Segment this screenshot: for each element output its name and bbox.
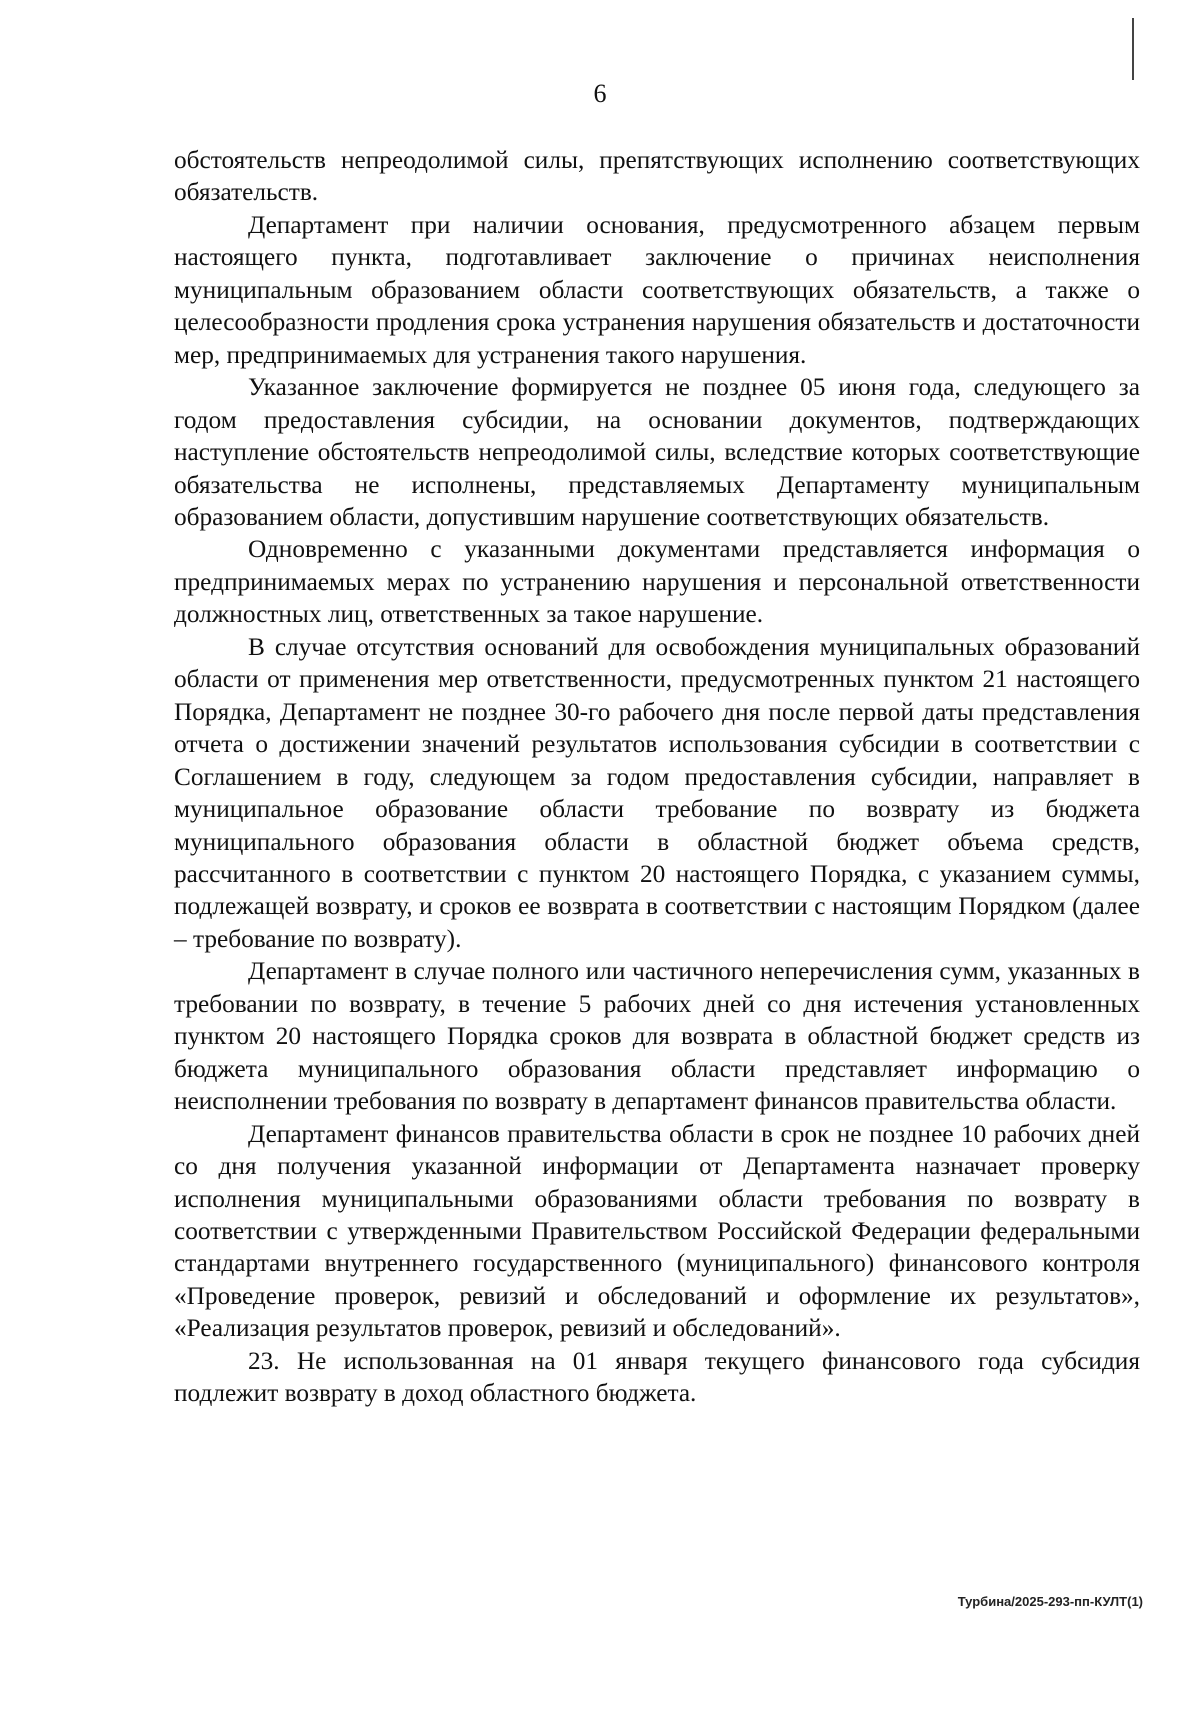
- paragraph-finance-inspection: Департамент финансов правительства области в срок не позднее 10 рабочих дней со дня получения указанной информации от Департамента назначает проверку исполнения муниципальными образованиями области требования по возврату в соответствии с утвержденными Правительством Российской Федерации федеральными стандартами внутреннего государственного (муниципального) финансового контроля «Проведение проверок, ревизий и обследований и оформление их результатов», «Реализация результатов проверок, ревизий и обследований».: [174, 1119, 1140, 1343]
- page-number: 6: [593, 79, 607, 108]
- scan-edge-mark: [1132, 18, 1134, 80]
- paragraph-conclusion-preparation: Департамент при наличии основания, предусмотренного абзацем первым настоящего пункта, подготавливает заключение о причинах неисполнения муниципальным образованием области соответствующих обязательств, а также о целесообразности продления срока устранения нарушения обязательств и достаточности мер, предпринимаемых для устранения такого нарушения.: [174, 210, 1140, 369]
- paragraph-item-23: 23. Не использованная на 01 января текущего финансового года субсидия подлежит возврату в доход областного бюджета.: [174, 1346, 1140, 1408]
- paragraph-non-transfer-report: Департамент в случае полного или частичного неперечисления сумм, указанных в требовании по возврату, в течение 5 рабочих дней со дня истечения установленных пунктом 20 настоящего Порядка сроков для возврата в областной бюджет средств из бюджета муниципального образования области представляет информацию о неисполнении требования по возврату в департамент финансов правительства области.: [174, 957, 1140, 1116]
- paragraph-continuation: обстоятельств непреодолимой силы, препятствующих исполнению соответствующих обязательств.: [174, 146, 1140, 207]
- paragraph-refund-requirement: В случае отсутствия оснований для освобождения муниципальных образований области от применения мер ответственности, предусмотренных пунктом 21 настоящего Порядка, Департамент не позднее 30-го рабочего дня после первой даты представления отчета о достижении значений результатов использования субсидии в соответствии с Соглашением в году, следующем за годом предоставления субсидии, направляет в муниципальное образование области требование по возврату из бюджета муниципального образования области в областной бюджет объема средств, рассчитанного в соответствии с пунктом 20 настоящего Порядка, с указанием суммы, подлежащей возврату, и сроков ее возврата в соответствии с настоящим Порядком (далее – требование по возврату).: [174, 632, 1140, 953]
- paragraph-conclusion-deadline: Указанное заключение формируется не позднее 05 июня года, следующего за годом предоставления субсидии, на основании документов, подтверждающих наступление обстоятельств непреодолимой силы, вследствие которых соответствующие обязательства не исполнены, представляемых Департаменту муниципальным образованием области, допустившим нарушение соответствующих обязательств.: [174, 373, 1140, 531]
- paragraph-measures-information: Одновременно с указанными документами представляется информация о предпринимаемых мерах по устранению нарушения и персональной ответственности должностных лиц, ответственных за такое нарушение.: [174, 535, 1140, 629]
- document-footer-code: Турбина/2025-293-пп-КУЛТ(1): [957, 1594, 1143, 1609]
- document-body: [174, 144, 1140, 1410]
